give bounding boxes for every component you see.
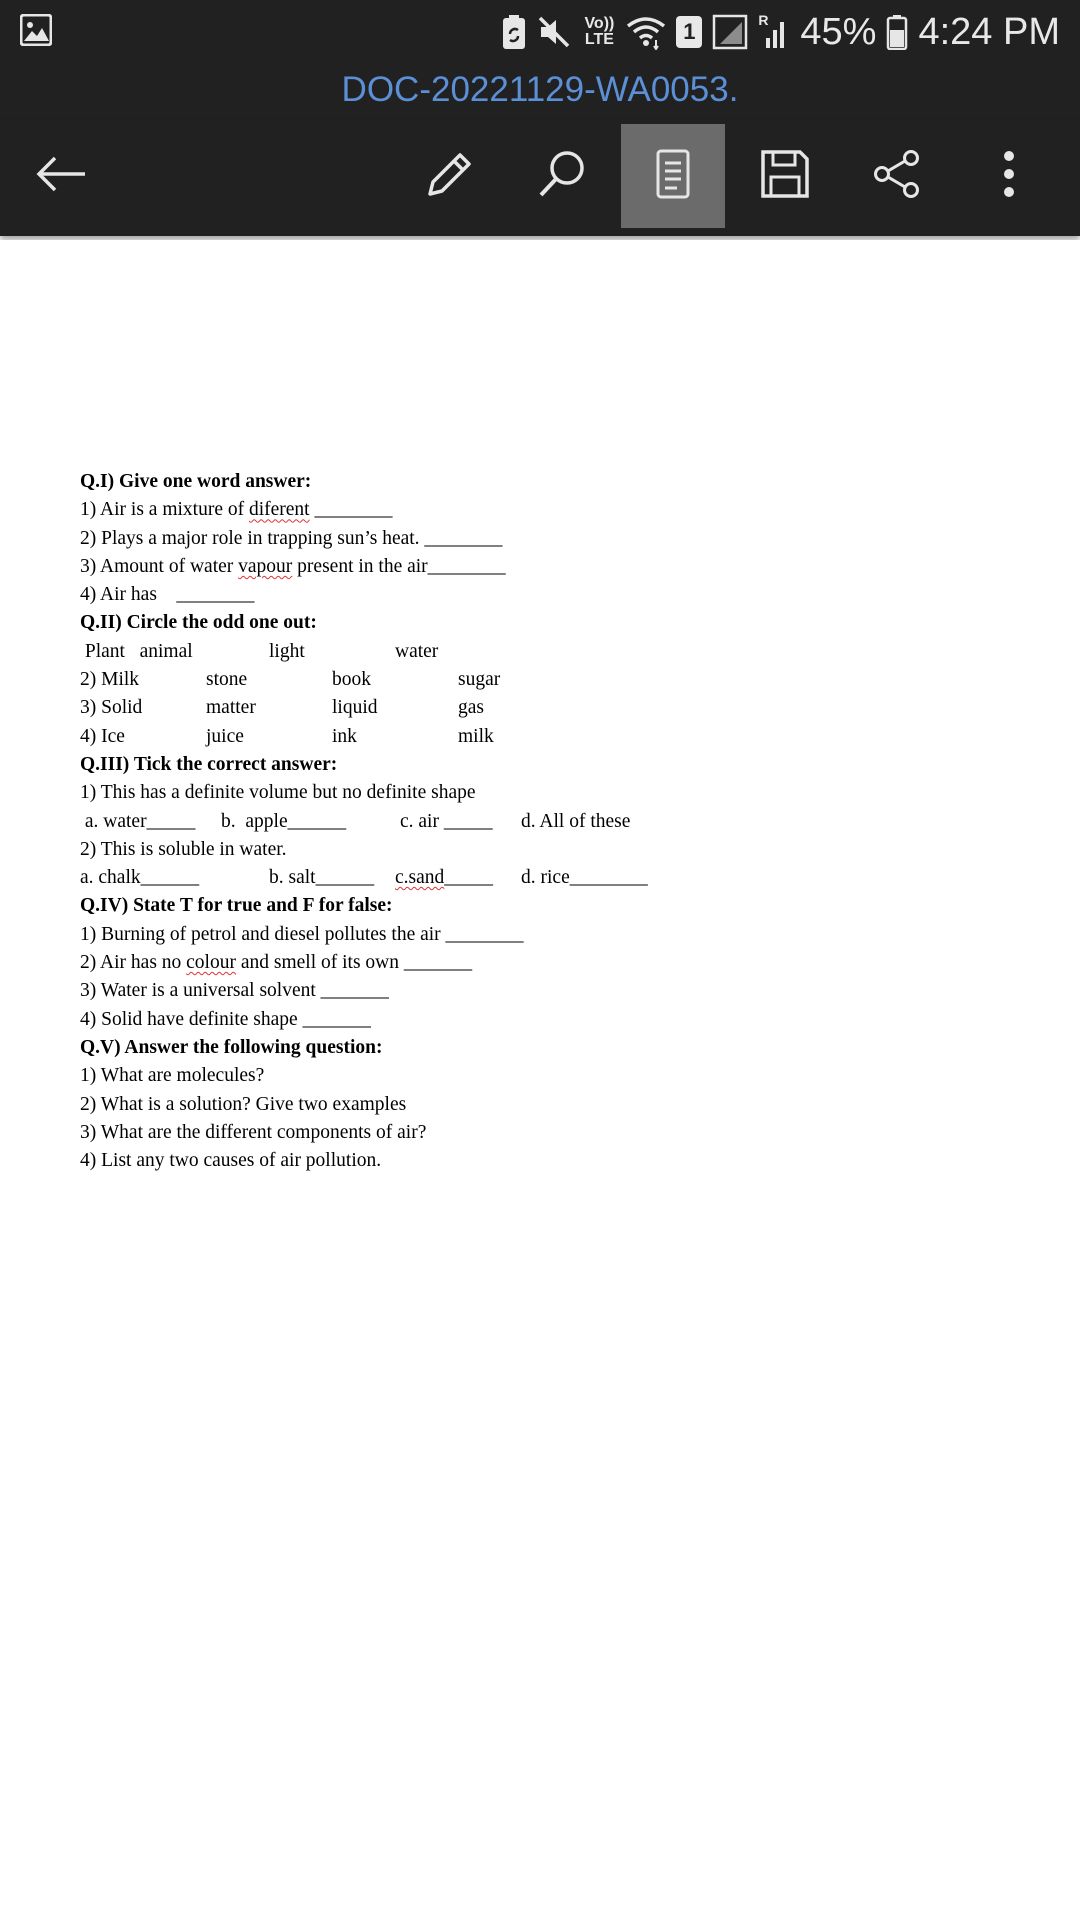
reading-mode-button[interactable] bbox=[621, 124, 725, 228]
title-bar bbox=[0, 64, 1080, 120]
back-button[interactable] bbox=[10, 124, 114, 228]
option-cell: matter bbox=[206, 697, 256, 719]
misspelled-word: c.sand bbox=[395, 867, 445, 889]
text-run: ________ bbox=[309, 499, 393, 521]
option-cell: 2) Milk bbox=[80, 669, 140, 691]
search-icon bbox=[536, 148, 588, 205]
option-cell: liquid bbox=[332, 697, 378, 719]
question-line: 1) What are molecules? bbox=[80, 1065, 265, 1087]
option-row bbox=[80, 638, 524, 666]
battery-saver-icon bbox=[502, 14, 526, 50]
question-line: 2) This is soluble in water. bbox=[80, 838, 287, 860]
misspelled-word: colour bbox=[186, 952, 236, 974]
question-line: 3) What are the different components of air? bbox=[80, 1121, 427, 1143]
text-run: and smell of its own _______ bbox=[235, 952, 473, 974]
option-cell: c. air _____ bbox=[400, 810, 493, 832]
signal-icon bbox=[712, 14, 748, 50]
option-cell: b. apple______ bbox=[221, 810, 347, 832]
section-heading: Q.II) Circle the odd one out: bbox=[80, 612, 317, 634]
roaming-signal-icon: R bbox=[758, 14, 790, 50]
more-options-button[interactable] bbox=[957, 124, 1061, 228]
option-cell: milk bbox=[458, 725, 494, 747]
status-icons bbox=[502, 0, 1060, 64]
reading-mode-icon bbox=[655, 148, 691, 205]
document-body bbox=[80, 468, 648, 1175]
question-line bbox=[80, 949, 524, 977]
battery-icon bbox=[886, 14, 908, 50]
question-line bbox=[80, 553, 524, 581]
save-button[interactable] bbox=[733, 124, 837, 228]
option-row bbox=[80, 864, 648, 892]
toolbar bbox=[0, 120, 1080, 236]
section-heading: Q.V) Answer the following question: bbox=[80, 1036, 383, 1058]
clock: 4:24 PM bbox=[918, 11, 1060, 53]
search-button[interactable] bbox=[510, 124, 614, 228]
text-run: 1) Air is a mixture of bbox=[80, 499, 249, 521]
option-row bbox=[80, 808, 631, 836]
option-cell: gas bbox=[458, 697, 484, 719]
section-heading: Q.I) Give one word answer: bbox=[80, 471, 312, 492]
back-arrow-icon bbox=[35, 154, 89, 199]
share-icon bbox=[872, 149, 922, 204]
gallery-icon bbox=[20, 14, 52, 46]
option-cell: book bbox=[332, 669, 371, 691]
more-options-icon bbox=[1002, 149, 1016, 204]
question-line: 1) Burning of petrol and diesel pollutes the air ________ bbox=[80, 923, 524, 945]
option-row bbox=[80, 666, 524, 694]
edit-pencil-icon bbox=[424, 148, 476, 205]
option-cell: ink bbox=[332, 725, 357, 747]
document-page[interactable] bbox=[0, 240, 1080, 1920]
share-button[interactable] bbox=[845, 124, 949, 228]
option-cell: a. water_____ bbox=[80, 810, 196, 832]
misspelled-word: vapour bbox=[238, 555, 293, 577]
battery-percent: 45% bbox=[800, 11, 877, 53]
section-heading: Q.III) Tick the correct answer: bbox=[80, 753, 338, 775]
option-cell bbox=[395, 864, 493, 892]
question-line: 4) List any two causes of air pollution. bbox=[80, 1150, 382, 1172]
document-title: DOC-20221129-WA0053. bbox=[341, 70, 739, 109]
option-cell: sugar bbox=[458, 669, 501, 691]
option-cell: 3) Solid bbox=[80, 697, 143, 719]
text-run: 3) Amount of water bbox=[80, 555, 239, 577]
question-line: 4) Air has ________ bbox=[80, 584, 255, 606]
option-cell: a. chalk______ bbox=[80, 867, 200, 889]
question-line bbox=[80, 496, 524, 524]
status-bar bbox=[0, 0, 1080, 64]
save-icon bbox=[760, 149, 810, 204]
question-line: 2) What is a solution? Give two examples bbox=[80, 1093, 407, 1115]
misspelled-word: diferent bbox=[248, 499, 310, 521]
section-heading: Q.IV) State T for true and F for false: bbox=[80, 895, 393, 917]
text-run: 2) Air has no bbox=[80, 952, 187, 974]
option-cell: 4) Ice bbox=[80, 725, 125, 747]
question-line: 4) Solid have definite shape _______ bbox=[80, 1008, 371, 1030]
option-cell: d. rice________ bbox=[521, 867, 648, 889]
text-run: present in the air________ bbox=[292, 555, 506, 577]
option-row bbox=[80, 694, 524, 722]
wifi-icon bbox=[626, 14, 666, 50]
option-cell: juice bbox=[206, 725, 244, 747]
option-row bbox=[80, 723, 524, 751]
option-cell: b. salt______ bbox=[269, 867, 375, 889]
edit-button[interactable] bbox=[398, 124, 502, 228]
volte-icon: Vo)) LTE bbox=[584, 15, 615, 48]
mute-icon bbox=[536, 14, 572, 50]
option-cell: d. All of these bbox=[521, 810, 631, 832]
option-cell: light bbox=[269, 640, 305, 662]
sim-icon: 1 bbox=[676, 16, 702, 48]
question-line: 1) This has a definite volume but no definite shape bbox=[80, 782, 476, 804]
question-line: 3) Water is a universal solvent _______ bbox=[80, 980, 389, 1002]
option-cell: water bbox=[395, 640, 439, 662]
option-cell: stone bbox=[206, 669, 248, 691]
text-run: _____ bbox=[444, 867, 494, 889]
question-line: 2) Plays a major role in trapping sun’s heat. ________ bbox=[80, 527, 503, 549]
option-cell: Plant animal bbox=[80, 640, 193, 662]
